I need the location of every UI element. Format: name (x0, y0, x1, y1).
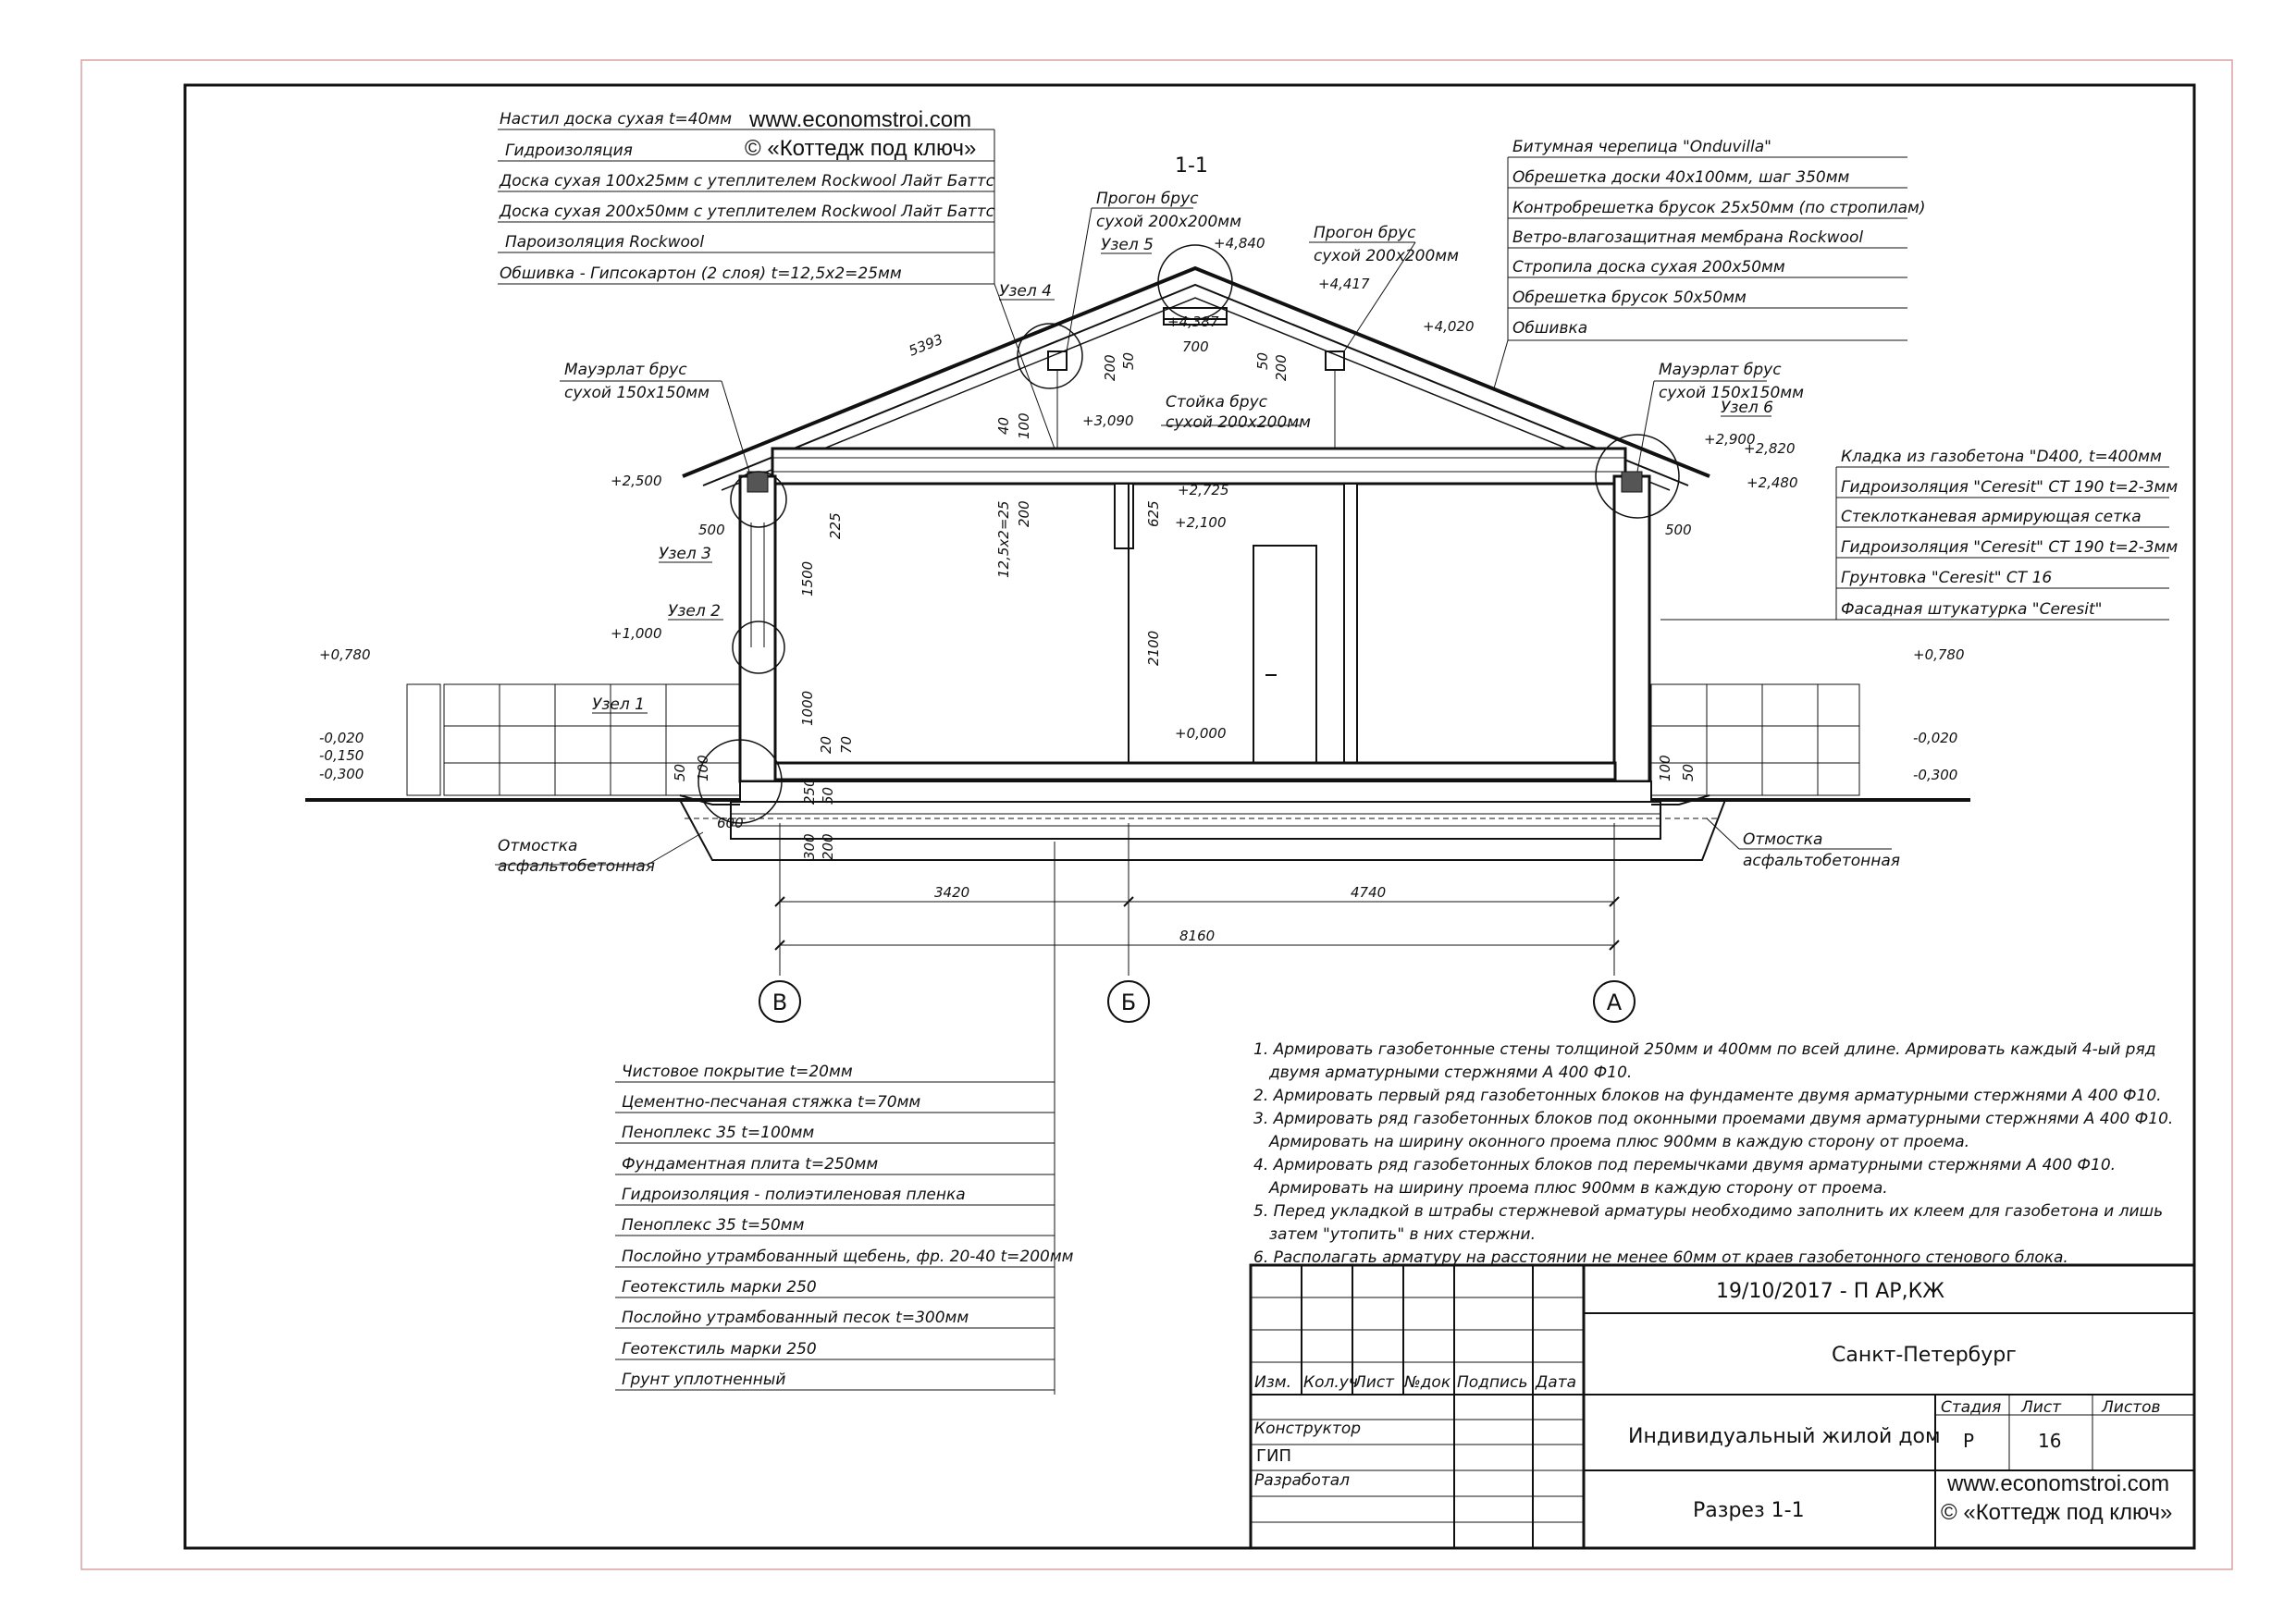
tb-col-sign: Подпись (1457, 1373, 1528, 1392)
foundation-slab (740, 781, 1651, 802)
dim-50-right: 50 (1680, 763, 1697, 781)
floor-layer-6: Пеноплекс 35 t=50мм (622, 1216, 805, 1235)
tb-sheet-header: Лист (2021, 1398, 2062, 1417)
node-3-label: Узел 3 (659, 545, 711, 563)
dim-rafter: 5393 (906, 330, 945, 360)
roofing-layer-6: Обрешетка брусок 50х50мм (1512, 289, 1747, 307)
roof-layer-6: Обшивка - Гипсокартон (2 слоя) t=12,5х2=25мм (500, 264, 902, 283)
roof-layer-5: Пароизоляция Rockwool (505, 233, 705, 252)
wall-layer-3: Стеклотканевая армирующая сетка (1841, 508, 2142, 526)
note-line-6: 4. Армировать ряд газобетонных блоков под перемычками двумя арматурными стержнями А 400 Ф10. (1253, 1156, 2117, 1174)
dim-100-left: 100 (695, 755, 711, 781)
elev-4387: +4,387 (1167, 314, 1219, 330)
otmostka-right-label-a: Отмостка (1743, 830, 1823, 849)
elev-4020: +4,020 (1423, 318, 1475, 335)
tb-stage: Р (1963, 1430, 1975, 1452)
purlin-right-label-a: Прогон брус (1314, 224, 1416, 242)
floor-layer-7: Послойно утрамбованный щебень, фр. 20-40 t=200мм (622, 1248, 1074, 1266)
elev-2100: +2,100 (1175, 514, 1227, 531)
elev-ridge: +4,840 (1214, 235, 1265, 252)
tb-sheet-name: Разрез 1-1 (1693, 1499, 1805, 1522)
tb-city: Санкт-Петербург (1832, 1344, 2017, 1367)
dim-2100: 2100 (1145, 630, 1162, 666)
dim-50-b: 50 (1254, 351, 1271, 370)
fence-left (407, 684, 740, 795)
node-2-label: Узел 2 (668, 602, 721, 621)
dim-found-300: 300 (801, 833, 818, 860)
watermark-site-bottom: www.economstroi.com (1947, 1471, 2170, 1496)
tb-col-doc: №док (1404, 1373, 1451, 1392)
elev-0300-right: -0,300 (1913, 767, 1958, 783)
door (1253, 546, 1316, 768)
tb-role-2: ГИП (1256, 1446, 1291, 1466)
dim-100-a: 100 (1016, 412, 1032, 439)
mauerlat-left (747, 472, 768, 492)
otmostka-left-label-b: асфальтобетонная (498, 857, 656, 876)
post-label-b: сухой 200х200мм (1166, 413, 1311, 432)
mauerlat-left-label-b: сухой 150х150мм (564, 384, 710, 402)
dim-50-left: 50 (672, 763, 688, 781)
node-4-label: Узел 4 (999, 282, 1052, 301)
roof-layer-1: Настил доска сухая t=40мм (500, 110, 733, 129)
notes-block (1253, 1040, 2173, 1267)
note-line-1: 1. Армировать газобетонные стены толщиной 250мм и 400мм по всей длине. Армировать каждый 4-ый ряд (1253, 1040, 2156, 1059)
floor-layer-9: Послойно утрамбованный песок t=300мм (622, 1309, 969, 1327)
tb-code: 19/10/2017 - П АР,КЖ (1716, 1280, 1944, 1303)
roof-layer-2: Гидроизоляция (505, 141, 633, 160)
watermark-site-top: www.economstroi.com (749, 107, 972, 132)
tb-col-kol: Кол.уч (1303, 1373, 1358, 1392)
elev-3090: +3,090 (1082, 412, 1134, 429)
tb-object: Индивидуальный жилой дом (1628, 1425, 1941, 1448)
dim-ridge-width: 700 (1182, 338, 1209, 355)
wall-layer-5: Грунтовка "Ceresit" CT 16 (1841, 569, 2053, 587)
axis-markers (759, 981, 1635, 1022)
floor-layer-4: Фундаментная плита t=250мм (622, 1155, 879, 1174)
elev-2725: +2,725 (1178, 482, 1229, 498)
mauerlat-right-label-b: сухой 150х150мм (1659, 384, 1804, 402)
floor-layer-8: Геотекстиль марки 250 (622, 1278, 817, 1297)
otmostka-left-label-a: Отмостка (498, 837, 578, 855)
node-1-label: Узел 1 (592, 695, 645, 714)
axis-a: А (1606, 990, 1623, 1015)
otmostka-right-label-b: асфальтобетонная (1743, 852, 1901, 870)
elev-2480: +2,480 (1747, 474, 1798, 491)
floor-layers-callout (615, 842, 1074, 1395)
section-title: 1-1 (1175, 154, 1208, 178)
roofing-layer-1: Битумная черепица "Onduvilla" (1512, 138, 1771, 156)
elev-2500: +2,500 (611, 473, 662, 489)
dim-20: 20 (818, 735, 834, 754)
dim-1500: 1500 (799, 560, 816, 596)
floor-layer-10: Геотекстиль марки 250 (622, 1340, 817, 1359)
partition-beam (1115, 484, 1133, 548)
span-4740: 4740 (1351, 884, 1387, 901)
elev-0780-left: +0,780 (319, 646, 371, 663)
wall-layer-4: Гидроизоляция "Ceresit" CT 190 t=2-3мм (1841, 538, 2179, 557)
roofing-layer-7: Обшивка (1512, 319, 1588, 338)
tb-sheets-header: Листов (2102, 1398, 2161, 1417)
mauerlat-right-label-a: Мауэрлат брус (1659, 361, 1782, 379)
span-dimensions (775, 884, 1619, 950)
ceiling-slab (772, 449, 1625, 484)
purlin-right-label-b: сухой 200х200мм (1314, 247, 1459, 265)
floor-slab (775, 763, 1615, 780)
dim-50-a: 50 (1120, 351, 1137, 370)
tb-col-date: Дата (1536, 1373, 1577, 1392)
roofing-layer-2: Обрешетка доски 40х100мм, шаг 350мм (1512, 168, 1850, 187)
purlin-left-label-a: Прогон брус (1096, 190, 1199, 208)
note-line-9: затем "утопить" в них стержни. (1269, 1225, 1536, 1244)
wall-right (1614, 476, 1649, 781)
dim-500-left: 500 (698, 522, 725, 538)
watermark-brand-bottom: © «Коттедж под ключ» (1941, 1500, 2173, 1525)
dim-200-c: 200 (1273, 354, 1290, 381)
dim-625: 625 (1145, 500, 1162, 527)
note-line-4: 3. Армировать ряд газобетонных блоков под оконными проемами двумя арматурными стержнями А 400 Ф10. (1253, 1110, 2174, 1128)
wall-left (740, 476, 775, 781)
span-3420: 3420 (934, 884, 970, 901)
dim-225: 225 (827, 512, 844, 539)
node-5-label: Узел 5 (1101, 236, 1154, 254)
wall-layer-6: Фасадная штукатурка "Ceresit" (1841, 600, 2103, 619)
elevation-marks (319, 235, 1965, 783)
tb-sheet: 16 (2038, 1430, 2062, 1452)
dim-found-600: 600 (717, 815, 744, 831)
note-line-2: двумя арматурными стержнями А 400 Ф10. (1269, 1064, 1633, 1082)
floor-layer-11: Грунт уплотненный (622, 1371, 786, 1389)
floor-layer-1: Чистовое покрытие t=20мм (622, 1063, 853, 1081)
note-line-3: 2. Армировать первый ряд газобетонных блоков на фундаменте двумя арматурными стержнями А 400 Ф10. (1253, 1087, 2162, 1105)
tb-role-1: Конструктор (1254, 1420, 1362, 1438)
roofing-layer-3: Контробрешетка брусок 25х50мм (по стропилам) (1512, 199, 1926, 217)
elev-0020-right: -0,020 (1913, 730, 1958, 746)
wall-layer-2: Гидроизоляция "Ceresit" CT 190 t=2-3мм (1841, 478, 2179, 497)
dim-70: 70 (838, 735, 855, 754)
roofing-layers-callout (1494, 138, 1925, 388)
partition-wall (1344, 484, 1357, 768)
elev-0000: +0,000 (1175, 725, 1227, 742)
node-6-label: Узел 6 (1721, 399, 1773, 417)
elev-1000: +1,000 (611, 625, 662, 642)
note-line-7: Армировать на ширину проема плюс 900мм в каждую сторону от проема. (1269, 1179, 1888, 1198)
tb-stage-header: Стадия (1941, 1398, 2002, 1417)
wall-layer-1: Кладка из газобетона "D400, t=400мм (1841, 448, 2162, 466)
roofing-layer-4: Ветро-влагозащитная мембрана Rockwool (1512, 228, 1864, 247)
roof-layer-3: Доска сухая 100х25мм с утеплителем Rockwool Лайт Баттс (500, 172, 994, 191)
dim-100-right: 100 (1657, 755, 1673, 781)
mauerlat-right (1622, 472, 1642, 492)
elev-2820: +2,820 (1744, 440, 1796, 457)
elev-4417: +4,417 (1318, 276, 1370, 292)
note-line-5: Армировать на ширину оконного проема плюс 900мм в каждую сторону от проема. (1269, 1133, 1970, 1151)
elev-2900: +2,900 (1704, 431, 1756, 448)
dim-found-50: 50 (820, 786, 836, 805)
axis-v: В (772, 990, 788, 1015)
note-line-8: 5. Перед укладкой в штрабы стержневой арматуры необходимо заполнить их клеем для газобетона и лишь (1253, 1202, 2164, 1221)
elev-0150: -0,150 (319, 747, 364, 764)
mauerlat-left-label-a: Мауэрлат брус (564, 361, 687, 379)
title-block (1251, 1265, 2194, 1548)
wall-layers-callout (1660, 448, 2178, 620)
dim-200-a: 200 (1016, 500, 1032, 527)
foundation-layers (731, 802, 1660, 839)
purlin-left-label-b: сухой 200х200мм (1096, 213, 1241, 231)
floor-layer-3: Пеноплекс 35 t=100мм (622, 1124, 815, 1142)
dim-found-250: 250 (801, 778, 818, 805)
tb-col-list: Лист (1354, 1373, 1395, 1392)
tb-role-3: Разработал (1254, 1471, 1350, 1490)
roofing-layer-5: Стропила доска сухая 200х50мм (1512, 258, 1785, 277)
floor-layer-2: Цементно-песчаная стяжка t=70мм (622, 1093, 921, 1112)
elev-0020-left: -0,020 (319, 730, 364, 746)
post-label-a: Стойка брус (1166, 393, 1267, 412)
axis-b: Б (1120, 990, 1137, 1015)
span-8160: 8160 (1179, 928, 1216, 944)
dim-40: 40 (995, 416, 1012, 435)
dim-12-5: 12,5х2=25 (995, 500, 1012, 578)
dim-500-right: 500 (1665, 522, 1692, 538)
tb-col-izm: Изм. (1254, 1373, 1291, 1392)
roof-layer-4: Доска сухая 200х50мм с утеплителем Rockwool Лайт Баттс (500, 203, 994, 221)
dim-200-b: 200 (1102, 354, 1118, 381)
dim-1000: 1000 (799, 690, 816, 726)
watermark-brand-top: © «Коттедж под ключ» (745, 136, 977, 161)
dim-found-200: 200 (820, 833, 836, 860)
elev-0780-right: +0,780 (1913, 646, 1965, 663)
elev-0300-left: -0,300 (319, 766, 364, 782)
note-line-10: 6. Располагать арматуру на расстоянии не менее 60мм от краев газобетонного стенового блока. (1253, 1248, 2068, 1267)
floor-layer-5: Гидроизоляция - полиэтиленовая пленка (622, 1186, 966, 1204)
